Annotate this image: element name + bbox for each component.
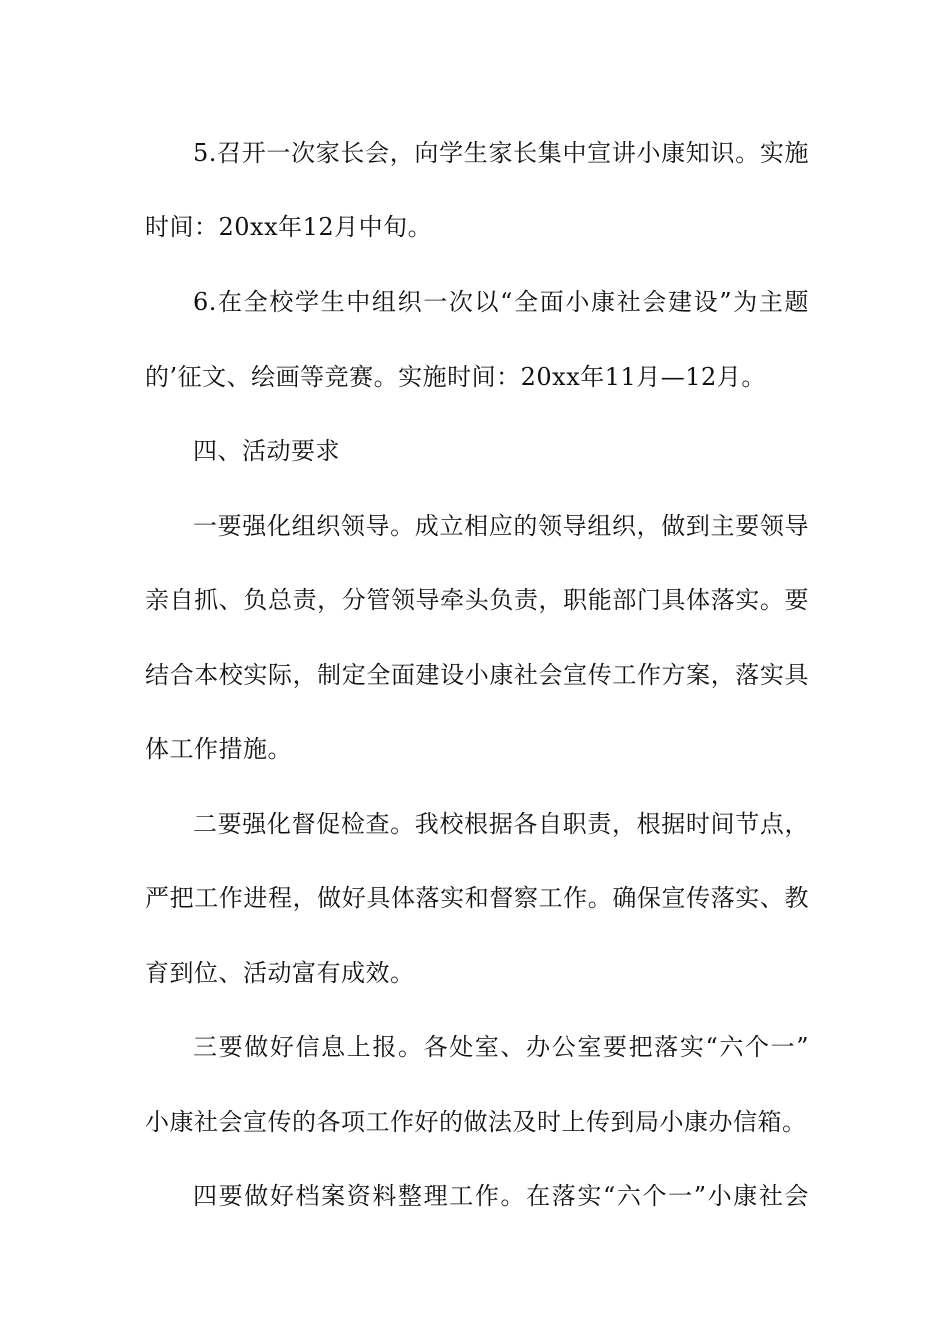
section-heading: 四、活动要求	[193, 437, 340, 465]
text-line: 时间：20xx年12月中旬。	[145, 213, 433, 241]
text-line: 小康社会宣传的各项工作好的做法及时上传到局小康办信箱。	[145, 1108, 807, 1136]
text-line: 体工作措施。	[145, 735, 292, 763]
text-line: 6.在全校学生中组织一次以“全面小康社会建设”为主题	[193, 288, 809, 316]
text-line: 三要做好信息上报。各处室、办公室要把落实“六个一”	[193, 1033, 809, 1061]
text-line: 育到位、活动富有成效。	[145, 959, 415, 987]
text-line: 的’征文、绘画等竞赛。实施时间：20xx年11月—12月。	[145, 363, 766, 391]
text-line: 结合本校实际，制定全面建设小康社会宣传工作方案，落实具	[145, 661, 809, 689]
text-line: 一要强化组织领导。成立相应的领导组织，做到主要领导	[193, 512, 809, 540]
text-line: 二要强化督促检查。我校根据各自职责，根据时间节点，	[193, 810, 809, 838]
text-line: 5.召开一次家长会，向学生家长集中宣讲小康知识。实施	[193, 139, 809, 167]
text-line: 严把工作进程，做好具体落实和督察工作。确保宣传落实、教	[145, 884, 809, 912]
text-line: 四要做好档案资料整理工作。在落实“六个一”小康社会	[193, 1182, 809, 1210]
text-line: 亲自抓、负总责，分管领导牵头负责，职能部门具体落实。要	[145, 586, 809, 614]
